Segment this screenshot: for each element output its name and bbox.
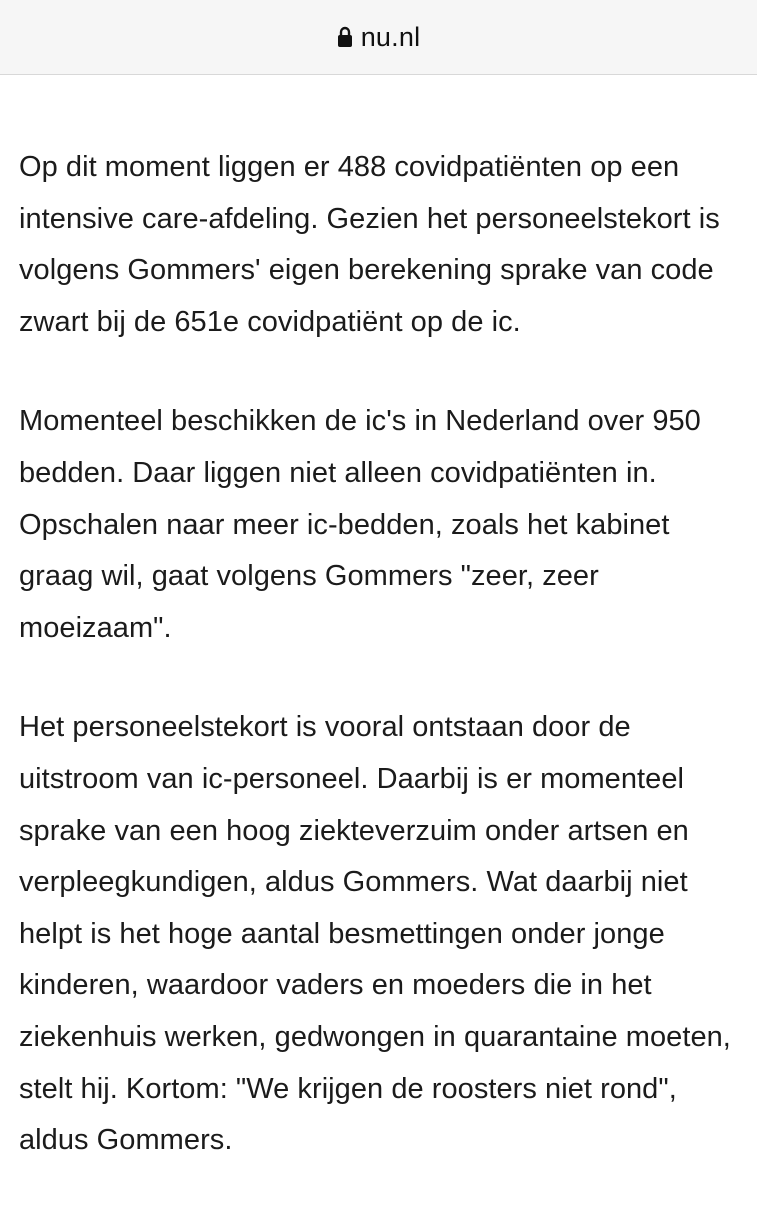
lock-icon — [337, 26, 353, 48]
browser-address-bar[interactable] — [0, 0, 757, 75]
url-text: nu.nl — [360, 21, 421, 52]
article-body — [19, 142, 744, 1215]
article-paragraph-3: Het personeelstekort is vooral ontstaan door de uitstroom van ic-personeel. Daarbij is er momenteel sprake van een hoog ziekteverzuim onder artsen en verpleegkundigen, aldus Gommers. Wat daarbij niet helpt is het hoge aantal besmettingen onder jonge kinderen, waardoor vaders en moeders die in het ziekenhuis werken, gedwongen in quarantaine moeten, stelt hij. Kortom: "We krijgen de roosters niet rond", aldus Gommers. — [19, 711, 731, 1157]
article-paragraph-2: Momenteel beschikken de ic's in Nederland over 950 bedden. Daar liggen niet alleen covidpatiënten in. Opschalen naar meer ic-bedden, zoals het kabinet graag wil, gaat volgens Gommers "zeer, zeer moeizaam". — [19, 405, 701, 644]
article-paragraph-1: Op dit moment liggen er 488 covidpatiënten op een intensive care-afdeling. Gezien het personeelstekort is volgens Gommers' eigen berekening sprake van code zwart bij de 651e covidpatiënt op de ic. — [19, 151, 720, 338]
url-display[interactable] — [337, 22, 421, 53]
